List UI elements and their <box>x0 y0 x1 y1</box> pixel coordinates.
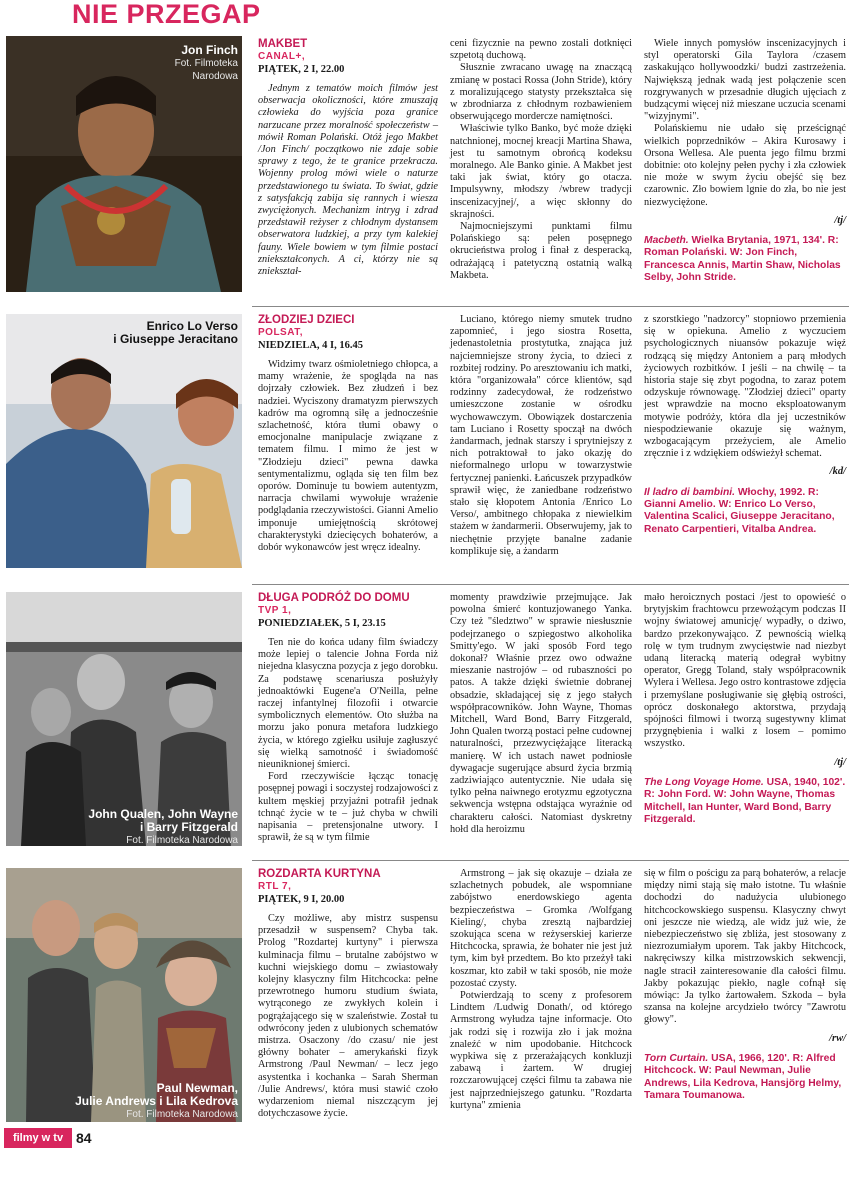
original-title: Il ladro di bambini. <box>644 486 735 498</box>
review-text: Polańskiemu nie udało się prześcignąć wielkich poprzedników – Akira Kurosawy i Orsona Wellesa. Ale puenta jego filmu brzmi dobitnie: oto kolejny pełen pychy i zła człowiek nie może w swym życiu obejść się bez czarownic. Zło bowiem lgnie do zła, bo nie jest niezwyciężone. <box>644 123 846 208</box>
review-text: Widzimy twarz ośmioletniego chłopca, a mamy wrażenie, że spogląda na nas dojrzały człowiek. Bez złudzeń i bez nadziei. Wyciszony dramatyzm pierwszych kadrów ma ogromną siłę a jednocześnie szlachetność, która tłumi obawy o emocjonalne manipulacje związane z tematem filmu. I mimo że jest w "Złodzieju dzieci" pewna dawka sentymentalizmu, ogląda się ten film bez oporów. Dominuje tu bowiem autentyzm, narracja chwilami wywołuje wrażenie podglądania rzeczywistości. Gianni Amelio imponuje umiejętnością skrótowej charakterystyki dziecięcych bohaterów, a dobór wykonawców jest wręcz idealny. <box>258 359 438 554</box>
film-credits <box>644 235 846 285</box>
review-text: mało heroicznych postaci /jest to opowieść o brytyjskim frachtowcu przewożącym podczas II wojny światowej amunicję/ wypadły, o dziwo, bardzo przekonywająco. Z pewnością wielką rolę w tym trudnym zwycięstwie nad niezbyt udaną literacką materią odegrał wybitny operator, Gregg Toland, stały współpracownik Wylera i Wellesa. Jego ostro kontrastowe zdjęcia i przemyślane posługiwanie się głębią ostrości, oprócz doskonałego aktorstwa, przydają spójności filmowi i tworzą sugestywny klimat przygnębienia i walki z losem – pomimo wszystko. <box>644 592 846 750</box>
column-3 <box>644 868 846 1102</box>
broadcast-date: PONIEDZIAŁEK, 5 I, 23.15 <box>258 618 386 629</box>
film-title: ROZDARTA KURTYNA <box>258 868 381 880</box>
tv-channel: CANAL+, <box>258 51 306 62</box>
photo-credit: Fot. Filmoteka Narodowa <box>174 58 238 82</box>
original-title: The Long Voyage Home. <box>644 776 764 788</box>
review-text: momenty prawdziwie przejmujące. Jak powolna śmierć kontuzjowanego Yanka. Czy też "śledztwo" w sprawie niesłusznie podejrzanego o szpiegostwo alkoholika Smitty'ego. W jaki sposób Ford tego dokonał? Właśnie przez owo odważne mieszanie nastrojów – od rubaszności po patos. A także dzięki świetnie dobranej obsadzie, składającej się z jego stałych współpracowników. John Wayne, Thomas Mitchell, Ward Bond, Barry Fitzgerald, John Qualen tworzą postaci pełne cudownej naturalności, przezwyciężające literacką manierę. W ich ustach nawet podniosłe dywagacje sugerujące absurd życia brzmią zadziwiająco autentycznie. Nie udała się tylko pełna naiwnego erotyzmu egzotyczna sekwencja wstępna odstająca wyraźnie od charakteru całości. Natomiast dyskretny hołd dla heroizmu <box>450 592 632 835</box>
author-signature: /tj/ <box>834 756 846 768</box>
column-1 <box>258 868 438 1120</box>
page-title: NIE PRZEGAP <box>72 0 261 29</box>
review-text: Czy możliwe, aby mistrz suspensu przesadził w suspensem? Chyba tak. Prolog "Rozdartej kurtyny" i pierwsza kulminacja filmu – brutalne zabójstwo w kuchni wiejskiego domu – zwiastowały kolejny klasyczny film Hitchcocka: pełne przewrotnego humoru studium świata, wytrąconego ze zwykłych kolein i pogrążającego się w szaleństwie. Został tu odwrócony jeden z ulubionych schematów mistrza. Osaczony /do czasu/ nie jest główny bohater – amerykański fizyk Armstrong /Paul Newman/ – lecz jego asystentka i kochanka – Sarah Sherman /Julie Andrews/, która musi stawić czoło wydarzeniom niemal niszczącym jej dotychczasowe życie. <box>258 913 438 1120</box>
credits-text: Włochy, 1992. R: Gianni Amelio. W: Enrico Lo Verso, Valentina Scalici, Giuseppe Jeracitano, Renato Carpentieri, Vitalba Andrea. <box>644 486 835 535</box>
column-2 <box>450 592 632 836</box>
photo-caption <box>6 320 238 346</box>
film-credits <box>644 777 846 827</box>
tv-channel: TVP 1, <box>258 605 292 616</box>
broadcast-date: PIĄTEK, 9 I, 20.00 <box>258 894 345 905</box>
page-number: 84 <box>76 1130 92 1146</box>
section-divider <box>252 306 849 307</box>
film-title: ZŁODZIEJ DZIECI <box>258 314 355 326</box>
review-text: ceni fizycznie na pewno zostali dotknięci szpetotą duchową. <box>450 38 632 62</box>
author-signature: /rw/ <box>829 1032 846 1044</box>
author-signature: /tj/ <box>834 214 846 226</box>
broadcast-date: NIEDZIELA, 4 I, 16.45 <box>258 340 364 351</box>
section-divider <box>252 860 849 861</box>
film-title: DŁUGA PODRÓŻ DO DOMU <box>258 592 410 604</box>
credits-text: USA, 1966, 120'. R: Alfred Hitchcock. W: Paul Newman, Julie Andrews, Lila Kedrova, Hansjörg Helmy, Tamara Toumanowa. <box>644 1052 842 1102</box>
column-1 <box>258 592 438 844</box>
photo-caption-names: John Qualen, John Wayne i Barry Fitzgerald <box>88 807 238 834</box>
review-text: się w film o pościgu za parą bohaterów, a relacje między nimi stają się mało istotne. Tu właśnie dochodzi do nadużycia ulubionego hitchcockowskiego suspensu. Klasyczny chwyt oni jeszcze nie wiedzą, ale widz już wie, że niebezpieczeństwo się zbliża, jest stosowany z niezrozumiałym uporem. Tak jakby Hitchcock, nakręciwszy kilka mistrzowskich sekwencji, nagle stracił zainteresowanie dla całości filmu. Jakby pokazując piekło, nagle cofnął się mówiąc: Ja tylko żartowałem. Szkoda – była szansa na kolejne arcydzieło twórcy "Zawrotu głowy". <box>644 868 846 1026</box>
review-text: Ford rzeczywiście łącząc tonację posępnej powagi i soczystej rodzajowości z kultem męskiej przyjaźni potrafił jednak tchnąć życie w te – już chyba w chwili napisania – pretensjonalne utwory. I sprawił, że są w tym filmie <box>258 771 438 844</box>
photo-credit: Fot. Filmoteka Narodowa <box>126 835 238 846</box>
column-3 <box>644 592 846 826</box>
photo-caption-names: Paul Newman, Julie Andrews i Lila Kedrova <box>75 1081 238 1108</box>
tv-channel: POLSAT, <box>258 327 303 338</box>
review-text: Najmocniejszymi punktami filmu Polańskiego są: pełen posępnego okrucieństwa prolog i finał z desperacką, odrażającą i patetyczną ostatnią walką Makbeta. <box>450 221 632 281</box>
photo-caption <box>6 808 238 847</box>
review-text: Luciano, którego niemy smutek trudno zapomnieć, i jego siostra Rosetta, jedenastoletnia prostytutka, znająca już najciemniejsze strony życia, to dzieci z rozbitej rodziny. Po aresztowaniu ich matki, która "organizowała" córce klientów, sąd rodzinny zadecydował, że rodzeństwo umieszczone zostanie w ośrodku wychowawczym. Obowiązek dostarczenia tam Luciano i Rosetty spoczął na dwóch żandarmach, jednak starszy i sprytniejszy z nich potraktował to jako okazję do nieformalnego urlopu w towarzystwie fertycznej panienki. Łańcuszek przypadków sprawił więc, że zaniedbane rodzeństwo stało się kłopotem Antonia /Enrico Lo Verso/, ambitnego chłopaka z niewielkim stażem w żandarmerii. Obserwujemy, jak to niechętnie przyjęte banalne zadanie komplikuje się, a żandarm <box>450 314 632 557</box>
column-2 <box>450 868 632 1112</box>
credits-text: USA, 1940, 102'. R: John Ford. W: John Wayne, Thomas Mitchell, Ian Hunter, Ward Bond, Barry Fitzgerald. <box>644 776 846 826</box>
column-2 <box>450 38 632 282</box>
film-credits <box>644 1053 846 1103</box>
magazine-logo: filmy w tv <box>4 1128 72 1148</box>
review-text: Armstrong – jak się okazuje – działa ze szlachetnych pobudek, ale wspomniane zabójstwo enerdowskiego agenta bezpieczeństwa – Gromka /Wolfgang Kieling/, chyba zresztą najbardziej szokująca scena w reżyserskiej karierze Hitchcocka, sprawia, że bohater nie jest już tym, kim był przedtem. Bo kto przeżył taki koszmar, kto zabił w taki sposób, nie może pozostać czysty. <box>450 868 632 989</box>
photo-credit: Fot. Filmoteka Narodowa <box>126 1109 238 1120</box>
review-text: Jednym z tematów moich filmów jest obserwacja okoliczności, które zmuszają człowieka do wyjścia poza granice narzucane przez moralność społeczeństw – mówił Roman Polański. Otóż jego Makbet /Jon Finch/ początkowo nie zdaje sobie sprawy z tego, że te granice przekracza. Wojenny prolog mówi wiele o naturze przedstawionego tu świata. To świat, gdzie z satysfakcją zabija się rannych i wiesza zwyciężonych. Mechanizm intryg i zdrad przedstawił reżyser z chłodnym dystansem obserwatora ludzkiej, a przy tym kalekiej fauny. Wiele bowiem w tym filmie postaci zniekształconych. A ci, którzy nie są zniekształ- <box>258 83 438 278</box>
review-text: Ten nie do końca udany film świadczy może lepiej o talencie Johna Forda niż niejedna klasyczna pozycja z jego dorobku. Za podstawę scenariusza posłużyły jednoaktówki Eugene'a O'Neilla, pełne raczej infantylnej filozofii i otwarcie symbolicznych elementów. Oto służba na morzu jako ponura metafora ludzkiego życia, w którego zgiełku usiłuje zagłuszyć się wielką samotność i świadomość nieuniknionej śmierci. <box>258 637 438 771</box>
review-text: Potwierdzają to sceny z profesorem Lindtem /Ludwig Donath/, od którego Armstrong wyłudza tajne informacje. Oto jak rodzi się i rozwija zło i jak można znaleźć w nim upodobanie. Hitchcock wypkiwa się z przerażających konkluzji zabawą i żartem. W drugiej rozczarowującej części filmu ta zabawa nie jest najprzedniejszego gatunku. "Rozdarta kurtyna" zmienia <box>450 990 632 1111</box>
photo-caption-names: Enrico Lo Verso i Giuseppe Jeracitano <box>113 319 238 346</box>
review-text: Słusznie zwracano uwagę na znaczącą zmianę w postaci Rossa (John Stride), który z moralizującego statysty przekształca się w zbrodniarza z chłodnym rozbawieniem obserwującego mordercze namiętności. <box>450 62 632 123</box>
review-text: z szorstkiego "nadzorcy" stopniowo przemienia się w opiekuna. Amelio z wyczuciem psychologicznych niuansów pokazuje więź rodzącą się między Antoniem a parą młodych życiowych rozbitków. I jeśli – na chwilę – ta historia staje się zbyt pogodna, to zaraz potem odzyskuje równowagę. "Złodziej dzieci" oparty jest wprawdzie na mocno eksploatowanym motywie podróży, która dla jej uczestników niespodziewanie okazuje się ważnym, wzbogacającym przeżyciem, ale Amelio zręcznie i z wdziękiem odświeżył schemat. <box>644 314 846 460</box>
photo-caption <box>6 44 238 83</box>
original-title: Torn Curtain. <box>644 1052 709 1064</box>
column-1 <box>258 314 438 554</box>
broadcast-date: PIĄTEK, 2 I, 22.00 <box>258 64 345 75</box>
author-signature: /kd/ <box>829 466 846 478</box>
photo-caption-names: Jon Finch <box>181 43 238 57</box>
column-3 <box>644 38 846 285</box>
section-divider <box>252 584 849 585</box>
review-text: Wiele innych pomysłów inscenizacyjnych i styl operatorski Gila Taylora /czasem zaskakująco hollywoodzki/ budzi zastrzeżenia. Największą jednak wadą jest połączenie scen rozgrywanych w przesadnie długich ujęciach z budzącymi więcej niż mieszane uczucia scenami "wizyjnymi". <box>644 38 846 123</box>
column-1 <box>258 38 438 278</box>
original-title: Macbeth. <box>644 235 689 247</box>
photo-caption <box>6 1082 238 1121</box>
credits-text: Wielka Brytania, 1971, 134'. R: Roman Polański. W: Jon Finch, Francesca Annis, Martin Shaw, Nicholas Selby, John Stride. <box>644 235 841 284</box>
film-title: MAKBET <box>258 38 308 50</box>
column-3 <box>644 314 846 536</box>
column-2 <box>450 314 632 558</box>
photo-zlodziej-dzieci <box>6 314 242 568</box>
review-text: Właściwie tylko Banko, być może dzięki natchnionej, mocnej kreacji Martina Shawa, jest tu samotnym obrońcą kodeksu moralnego. Ale Banko ginie. A Makbet jest taki jak świat, który go otacza. Impulsywny, młodszy /wbrew tradycji inscenizacyjnej/, a więc skłonny do skrajności. <box>450 123 632 220</box>
film-credits <box>644 487 846 537</box>
tv-channel: RTL 7, <box>258 881 292 892</box>
